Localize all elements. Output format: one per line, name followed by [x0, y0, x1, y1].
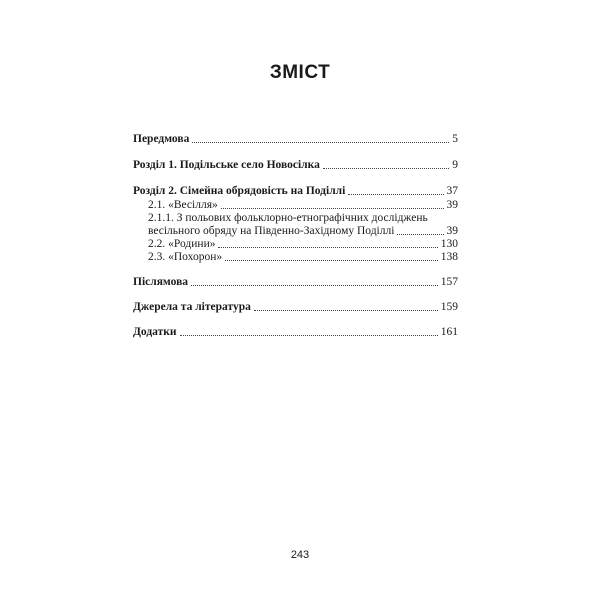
- toc-entry-label: 2.3. «Похорон»: [148, 251, 223, 263]
- toc-entry-page: 37: [446, 185, 458, 197]
- dot-leader: [218, 247, 437, 248]
- toc-entry-page: 39: [446, 225, 458, 237]
- dot-leader: [192, 142, 449, 143]
- toc-entry-chapter-2[interactable]: [133, 185, 458, 198]
- toc-entry-page: 5: [452, 133, 458, 145]
- toc-entry-page: 138: [440, 251, 458, 263]
- dot-leader: [397, 234, 443, 235]
- dot-leader: [191, 285, 438, 286]
- toc-entry-label: 2.2. «Родини»: [148, 238, 216, 250]
- toc-entry-label: Передмова: [133, 133, 190, 145]
- toc-entry-section-2-3[interactable]: [148, 251, 458, 264]
- toc-entry-section-2-1-1-line-1[interactable]: 2.1.1. З польових фольклорно-етнографічних досліджень: [148, 212, 428, 224]
- dot-leader: [221, 208, 444, 209]
- toc-entry-label: Розділ 2. Сімейна обрядовість на Поділлі: [133, 185, 346, 197]
- toc-entry-label: Розділ 1. Подільське село Новосілка: [133, 159, 320, 171]
- dot-leader: [225, 260, 438, 261]
- toc-entry-page: 39: [446, 199, 458, 211]
- dot-leader: [323, 168, 449, 169]
- toc-entry-label: Додатки: [133, 326, 177, 338]
- toc-entry-section-2-1[interactable]: [148, 199, 458, 212]
- toc-entry-label: 2.1. «Весілля»: [148, 199, 218, 211]
- toc-entry-chapter-1[interactable]: [133, 159, 458, 172]
- toc-entry-label: Джерела та література: [133, 301, 251, 313]
- toc-entry-section-2-2[interactable]: [148, 238, 458, 251]
- dot-leader: [254, 310, 438, 311]
- toc-entry-page: 161: [440, 326, 458, 338]
- toc-entry-appendices[interactable]: [133, 326, 458, 339]
- toc-entry-sources[interactable]: [133, 301, 458, 314]
- page-number: 243: [290, 549, 310, 561]
- toc-entry-foreword[interactable]: [133, 133, 458, 146]
- toc-entry-label: Післямова: [133, 276, 189, 288]
- toc-entry-page: 130: [440, 238, 458, 250]
- dot-leader: [348, 194, 443, 195]
- toc-entry-section-2-1-1[interactable]: [148, 225, 458, 238]
- toc-entry-page: 159: [440, 301, 458, 313]
- toc-entry-label: весільного обряду на Південно-Західному Поділлі: [148, 225, 395, 237]
- toc-entry-page: 9: [452, 159, 458, 171]
- page-title: ЗМІСТ: [269, 62, 331, 83]
- toc-entry-afterword[interactable]: [133, 276, 458, 289]
- dot-leader: [180, 335, 438, 336]
- toc-entry-page: 157: [440, 276, 458, 288]
